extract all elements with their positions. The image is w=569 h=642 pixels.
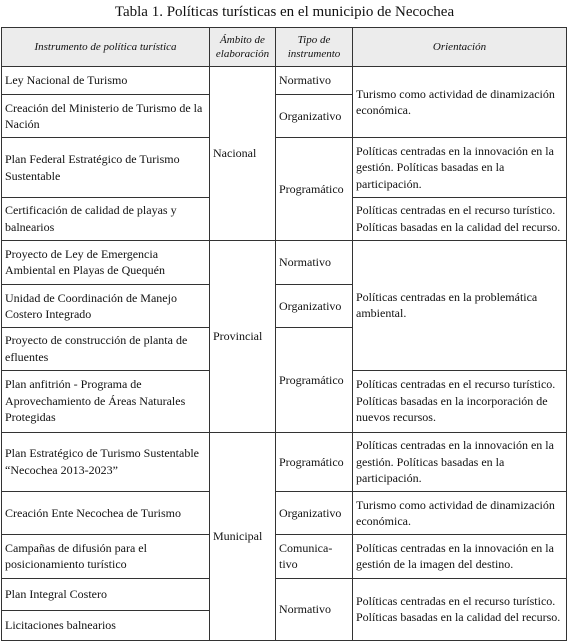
instrument-cell: Plan Federal Estratégico de Turismo Sustentable: [2, 138, 210, 197]
orientation-cell: Turismo como actividad de dinamización económica.: [353, 492, 567, 535]
table-row: [2, 240, 567, 284]
instrument-cell: Plan Estratégico de Turismo Sustentable “Necochea 2013-2023”: [2, 432, 210, 491]
orientation-cell: Políticas centradas en el recurso turístico. Políticas basadas en la incorporación de nuevos recursos.: [353, 370, 567, 432]
orientation-cell: Políticas centradas en la innovación en la gestión de la imagen del destino.: [353, 535, 567, 578]
header-orientacion: Orientación: [353, 28, 567, 67]
policy-table: [1, 27, 567, 641]
tipo-cell: Programático: [276, 138, 353, 241]
ambito-cell-municipal: Municipal: [210, 432, 276, 640]
ambito-cell-nacional: Nacional: [210, 67, 276, 241]
instrument-cell: Proyecto de construcción de planta de efluentes: [2, 328, 210, 370]
header-instrumento: Instrumento de política turística: [2, 28, 210, 67]
table-row: [2, 432, 567, 491]
instrument-cell: Ley Nacional de Turismo: [2, 67, 210, 95]
tipo-cell: Organizativo: [276, 95, 353, 138]
tipo-cell: Normativo: [276, 240, 353, 284]
tipo-cell: Normativo: [276, 578, 353, 640]
ambito-cell-provincial: Provincial: [210, 240, 276, 432]
instrument-cell: Campañas de difusión para el posicionamiento turístico: [2, 535, 210, 578]
instrument-cell: Proyecto de Ley de Emergencia Ambiental en Playas de Quequén: [2, 240, 210, 284]
tipo-cell: Comunica-tivo: [276, 535, 353, 578]
instrument-cell: Unidad de Coordinación de Manejo Costero Integrado: [2, 285, 210, 328]
instrument-cell: Certificación de calidad de playas y balnearios: [2, 197, 210, 240]
orientation-cell: Políticas centradas en el recurso turístico. Políticas basadas en la calidad del recurso.: [353, 197, 567, 240]
table-row: [2, 492, 567, 535]
table-row: [2, 578, 567, 610]
orientation-cell: Políticas centradas en la innovación en la gestión. Políticas basadas en la participación.: [353, 432, 567, 491]
table-row: [2, 138, 567, 197]
orientation-cell: Políticas centradas en el recurso turístico. Políticas basadas en la calidad del recurso.: [353, 578, 567, 640]
tipo-cell: Organizativo: [276, 492, 353, 535]
instrument-cell: Plan anfitrión - Programa de Aprovechamiento de Áreas Naturales Protegidas: [2, 370, 210, 432]
tipo-cell: Programático: [276, 328, 353, 433]
tipo-cell: Programático: [276, 432, 353, 491]
tipo-cell: Normativo: [276, 67, 353, 95]
header-tipo: Tipo de instrumento: [276, 28, 353, 67]
orientation-cell: Políticas centradas en la innovación en la gestión. Políticas basadas en la participación.: [353, 138, 567, 197]
instrument-cell: Creación Ente Necochea de Turismo: [2, 492, 210, 535]
instrument-cell: Licitaciones balnearios: [2, 610, 210, 640]
instrument-cell: Creación del Ministerio de Turismo de la Nación: [2, 95, 210, 138]
instrument-cell: Plan Integral Costero: [2, 578, 210, 610]
orientation-cell: Turismo como actividad de dinamización económica.: [353, 67, 567, 138]
orientation-cell: Políticas centradas en la problemática ambiental.: [353, 240, 567, 370]
table-row: [2, 535, 567, 578]
table-row: [2, 67, 567, 95]
tipo-cell: Organizativo: [276, 285, 353, 328]
header-ambito: Ámbito de elaboración: [210, 28, 276, 67]
table-header-row: [2, 28, 567, 67]
table-caption: Tabla 1. Políticas turísticas en el municipio de Necochea: [114, 4, 455, 20]
